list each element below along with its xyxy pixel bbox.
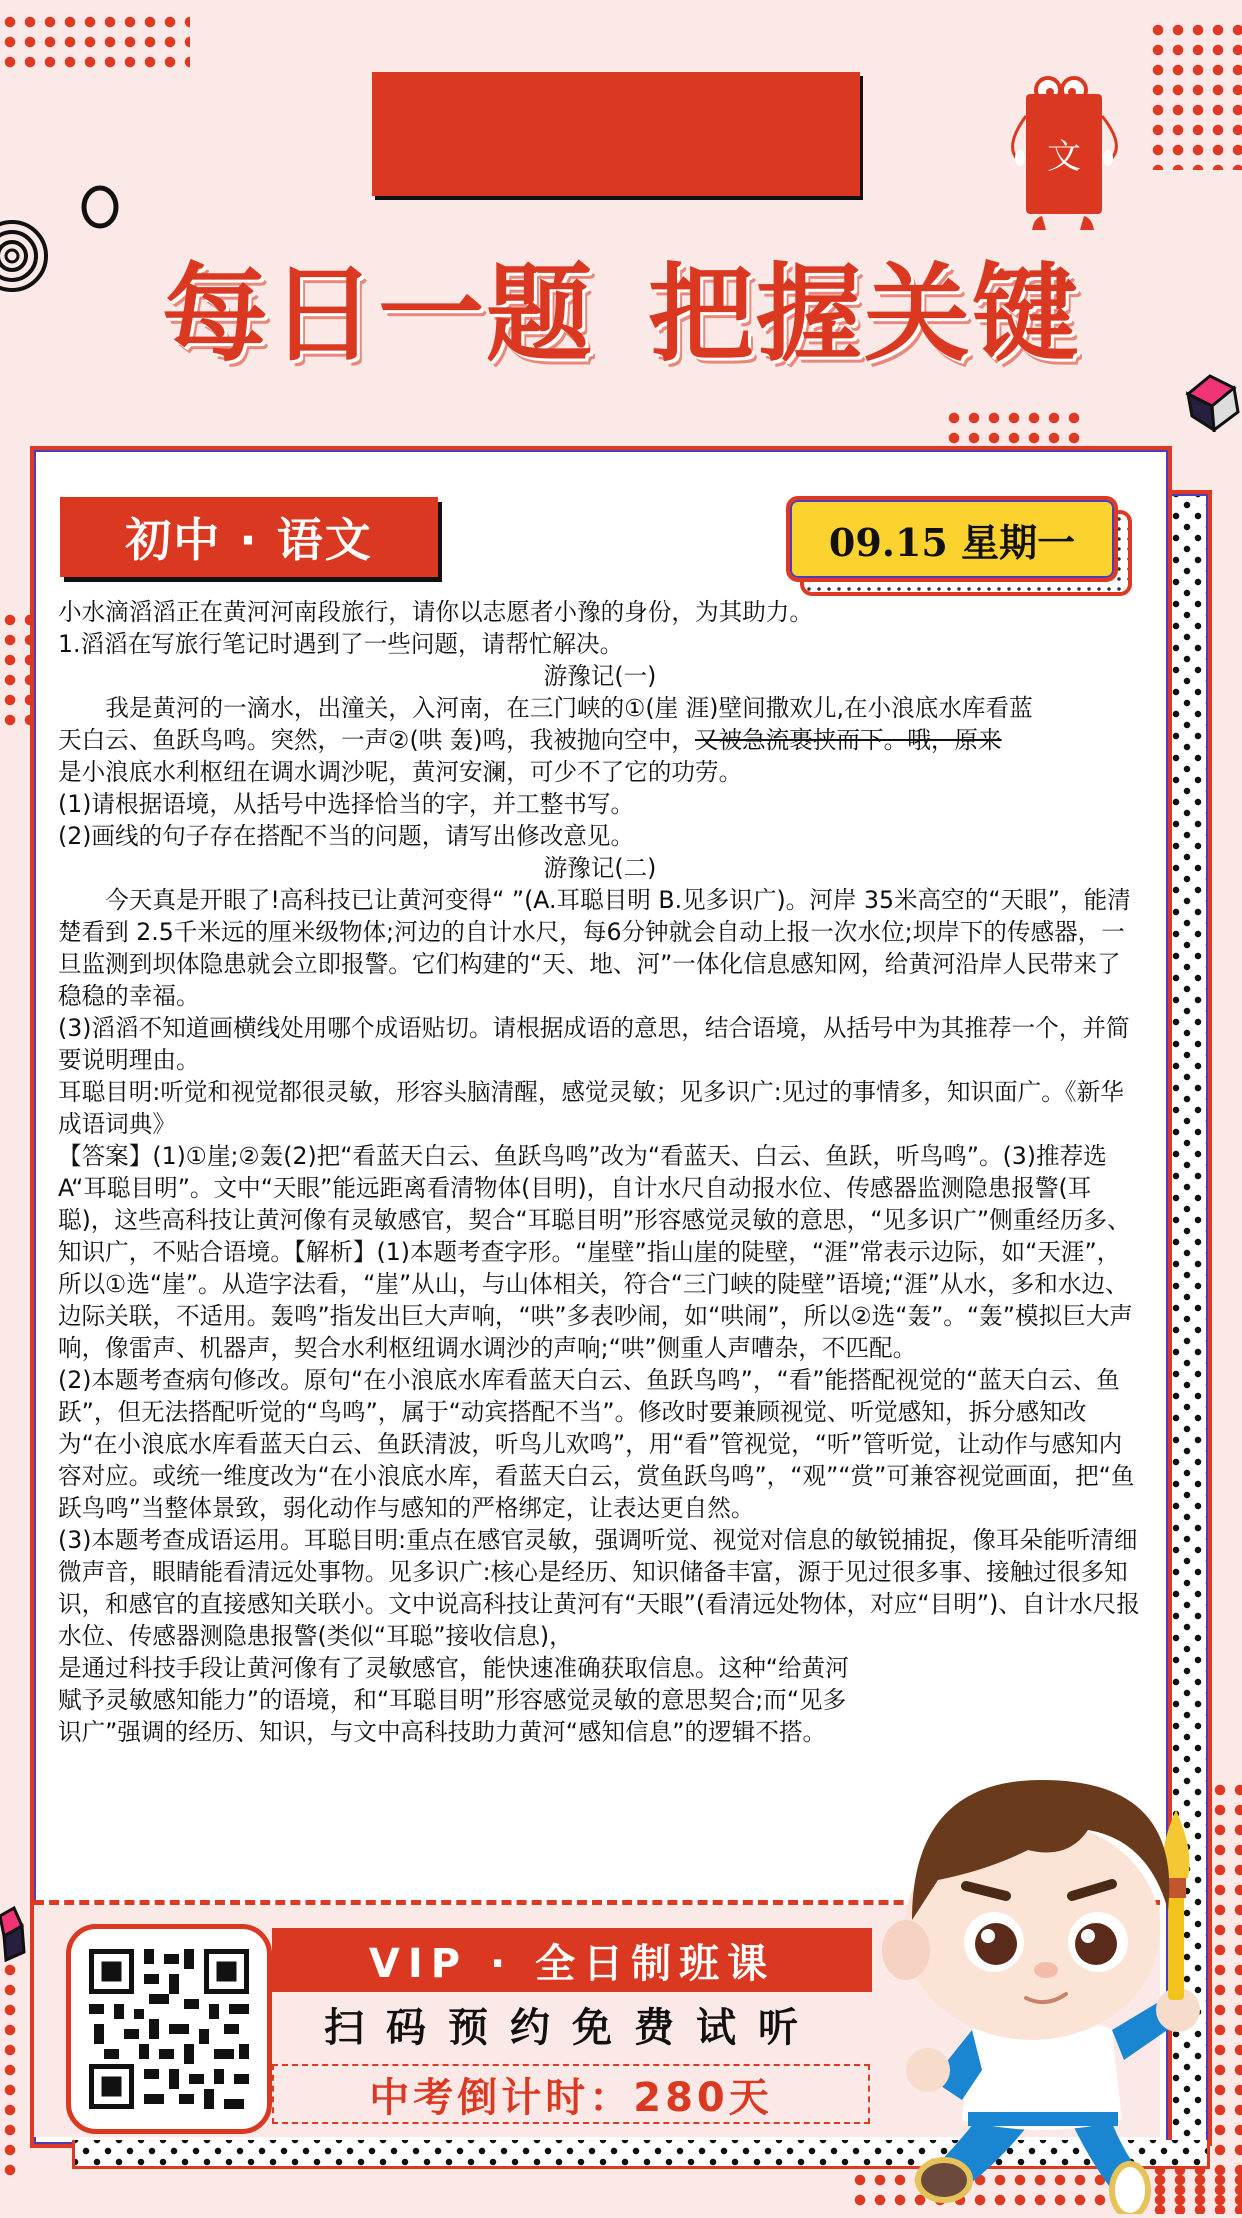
dots-top-right	[1148, 20, 1242, 170]
passage-1-line-1: 我是黄河的一滴水，出潼关，入河南，在三门峡的①(崖 涯)壁间撒欢儿,在小浪底水库看蓝	[105, 694, 1033, 722]
headline-right: 把握关键	[648, 253, 1080, 376]
sub-question-3: (3)滔滔不知道画横线处用哪个成语贴切。请根据成语的意思，结合语境，从括号中为其推荐一个，并简要说明理由。	[58, 1014, 1130, 1074]
exam-countdown: 中考倒计时：280天	[272, 2064, 870, 2124]
scan-to-book-text: 扫码预约免费试听	[324, 2005, 820, 2051]
passage-1-title: 游豫记(一)	[543, 662, 657, 690]
question-content	[58, 596, 1142, 1748]
passage-2-title: 游豫记(二)	[543, 854, 657, 882]
passage-1-line-2a: 天白云、鱼跃鸟鸣。突然，一声②(哄 轰)鸣，我被抛向空中，	[58, 726, 695, 754]
student-mascot-illustration	[862, 1760, 1222, 2214]
document-mascot-icon	[998, 76, 1132, 234]
analysis-3b: 是通过科技手段让黄河像有了灵敏感官，能快速准确获取信息。这种“给黄河赋予灵敏感知能力”的语境，和“耳聪目明”形容感觉灵敏的意思契合;而“见多识广”强调的经历、知识，与文中高科技助力黄河“感知信息”的逻辑不搭。	[58, 1654, 849, 1746]
underlined-sentence: 又被急流裹挟而下。哦，原来	[694, 726, 1002, 754]
headline	[0, 253, 1242, 376]
answer-text: 【答案】(1)①崖;②轰(2)把“看蓝天白云、鱼跃鸟鸣”改为“看蓝天、白云、鱼跃，听鸟鸣”。(3)推荐选A“耳聪目明”。文中“天眼”能远距离看清物体(目明)，自计水尺自动报水位、传感器监测隐患报警(耳聪)，这些高科技让黄河像有灵敏感官，契合“耳聪目明”形容感觉灵敏的意思，“见多识广”侧重经历多、知识广，不贴合语境。【解析】(1)本题考查字形。“崖壁”指山崖的陡壁，“涯”常表示边际，如“天涯”，所以①选“崖”。从造字法看，“崖”从山，与山体相关，符合“三门峡的陡壁”语境;“涯”从水，多和水边、边际关联，不适用。轰鸣”指发出巨大声响，“哄”多表吵闹，如“哄闹”，所以②选“轰”。“轰”模拟巨大声响，像雷声、机器声，契合水利枢纽调水调沙的声响;“哄”侧重人声嘈杂，不匹配。	[58, 1142, 1133, 1362]
svg-text:文: 文	[1047, 137, 1081, 177]
analysis-3a: (3)本题考查成语运用。耳聪目明:重点在感官灵敏，强调听觉、视觉对信息的敏锐捕捉，像耳朵能听清细微声音，眼睛能看清远处事物。见多识广:核心是经历、知识储备丰富，源于见过很多事、接触过很多知识，和感官的直接感知关联小。文中说高科技让黄河有“天眼”(看清远处物体，对应“目明”)、自计水尺报水位、传感器测隐患报警(类似“耳聪”接收信息)，	[58, 1526, 1140, 1650]
cube-icon	[1184, 372, 1242, 432]
qr-code[interactable]	[66, 1924, 272, 2134]
qr-code-icon	[84, 1942, 254, 2116]
dots-bottom-left	[0, 1960, 20, 2180]
vip-course-banner[interactable]: VIP · 全日制班课	[272, 1928, 872, 1992]
passage-1-line-3: 是小浪底水利枢纽在调水调沙呢，黄河安澜，可少不了它的功劳。	[58, 758, 743, 786]
headline-left: 每日一题	[162, 253, 594, 376]
date-badge: 09.15 星期一	[786, 496, 1118, 582]
dots-left-side	[0, 610, 30, 730]
idiom-definitions: 耳聪目明:听觉和视觉都很灵敏，形容头脑清醒，感觉灵敏；见多识广:见过的事情多，知识面广。《新华成语词典》	[58, 1078, 1124, 1138]
dots-mid-right	[944, 408, 1084, 448]
passage-1-line-2	[58, 724, 1142, 756]
sub-question-2: (2)画线的句子存在搭配不当的问题，请写出修改意见。	[58, 822, 635, 850]
passage-2-text: 今天真是开眼了!高科技已让黄河变得“ ”(A.耳聪目明 B.见多识广)。河岸 35米高空的“天眼”，能清楚看到 2.5千米远的厘米级物体;河边的自计水尺，每6分钟就会自动上报一次水位;坝岸下的传感器，一旦监测到坝体隐患就会立即报警。它们构建的“天、地、河”一体化信息感知网，给黄河沿岸人民带来了稳稳的幸福。	[58, 886, 1131, 1010]
question-1: 1.滔滔在写旅行笔记时遇到了一些问题，请帮忙解决。	[58, 630, 624, 658]
intro-text: 小水滴滔滔正在黄河河南段旅行，请你以志愿者小豫的身份，为其助力。	[58, 598, 813, 626]
dots-top-left	[0, 12, 190, 74]
sub-question-1: (1)请根据语境，从括号中选择恰当的字，并工整书写。	[58, 790, 635, 818]
analysis-2: (2)本题考查病句修改。原句“在小浪底水库看蓝天白云、鱼跃鸟鸣”，“看”能搭配视觉的“蓝天白云、鱼跃”，但无法搭配听觉的“鸟鸣”，属于“动宾搭配不当”。修改时要兼顾视觉、听觉感知，拆分感知改为“在小浪底水库看蓝天白云、鱼跃清波，听鸟儿欢鸣”，用“看”管视觉，“听”管听觉，让动作与感知内容对应。或统一维度改为“在小浪底水库，看蓝天白云，赏鱼跃鸟鸣”，“观”“赏”可兼容视觉画面，把“鱼跃鸟鸣”当整体景致，弱化动作与感知的严格绑定，让表达更自然。	[58, 1366, 1135, 1522]
subject-tag: 初中 · 语文	[60, 497, 438, 577]
top-banner	[372, 72, 860, 196]
